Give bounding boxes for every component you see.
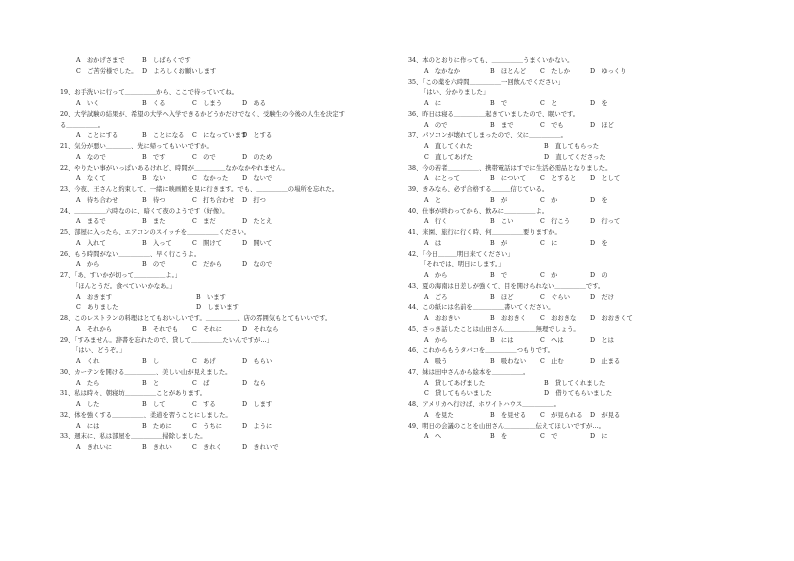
- question-line: 46、これからもうタバコを＿＿＿＿＿つもりです。: [408, 347, 554, 355]
- answer-options: [408, 271, 748, 282]
- question-line: 38、今の若者＿＿＿＿＿、携帯電話はすでに生活必需品となりました。: [408, 164, 612, 172]
- option-b: B まで: [490, 121, 514, 129]
- option-a: A にとって: [424, 175, 460, 183]
- option-a: C ご苦労様でした。: [76, 67, 138, 75]
- option-a: A なかなか: [424, 67, 461, 75]
- option-b: B ほとんど: [490, 67, 527, 75]
- option-a: A それから: [76, 325, 113, 333]
- option-d: D 止まる: [590, 358, 621, 365]
- option-b: B で: [490, 100, 508, 107]
- option-c: C たしか: [540, 67, 571, 75]
- option-b: B が: [490, 196, 508, 204]
- option-a: A 吸う: [424, 358, 448, 365]
- option-a: A いく: [76, 100, 100, 107]
- option-d: D が見る: [590, 411, 621, 419]
- option-d: D とする: [242, 132, 273, 140]
- option-a: A 入れて: [76, 239, 106, 247]
- answer-options: [60, 217, 396, 228]
- question-line: 43、夏の海南は日差しが強くて、目を開けられない＿＿＿＿＿です。: [408, 282, 605, 290]
- question-line: 23、今夜、王さんと約束して、一緒に映画館を見に行きます。でも、＿＿＿＿＿の場所を忘れた。: [60, 186, 339, 193]
- option-b: B です: [142, 153, 166, 161]
- option-a: A きれいに: [76, 444, 113, 451]
- answer-options: [60, 56, 396, 67]
- option-d: D 開いて: [242, 239, 273, 247]
- question-line: 42、「今日＿＿＿明日来てください」: [408, 250, 514, 258]
- answer-options: [60, 443, 396, 454]
- option-d: D たとえ: [242, 218, 273, 226]
- option-b: D 借りてもらいました: [544, 390, 613, 398]
- option-a: A から: [76, 261, 100, 269]
- option-c: C に: [540, 239, 558, 247]
- question-line: 27、「あ、すいかが切って＿＿＿＿＿よ。」: [60, 272, 182, 279]
- option-b: B くる: [142, 100, 166, 107]
- option-d: D きれいで: [242, 444, 279, 451]
- question-line: 37、パソコンが壊れてしまったので、父に＿＿＿＿＿。: [408, 132, 567, 140]
- option-c: C それに: [192, 325, 223, 333]
- answer-options: [60, 239, 396, 250]
- answer-options: [60, 303, 396, 314]
- question-line: 33、週末に、私は部屋を＿＿＿＿＿掃除しました。: [60, 433, 207, 441]
- spacer: [60, 78, 396, 89]
- option-a: A おきます: [76, 293, 113, 301]
- option-a: C ありました: [76, 304, 119, 312]
- option-c: C だから: [192, 261, 223, 269]
- option-c: C とすると: [540, 175, 577, 183]
- option-b: B しばらくです: [142, 57, 191, 64]
- option-b: B について: [490, 175, 526, 183]
- option-b: B ない: [142, 175, 166, 183]
- answer-options: [408, 174, 748, 185]
- option-b: B こい: [490, 218, 514, 226]
- option-a: A は: [424, 239, 442, 247]
- option-a: A に: [424, 100, 442, 107]
- question-line: 35、「この薬を六時間＿＿＿＿＿一回飲んでください」: [408, 78, 564, 86]
- option-d: D を: [590, 239, 608, 247]
- question-line: 44、この紙には名前を＿＿＿＿＿書いてください。: [408, 304, 555, 312]
- option-a: A から: [424, 272, 448, 279]
- option-d: D ある: [242, 100, 266, 107]
- option-b: B し: [142, 358, 160, 365]
- option-b: B きれい: [142, 444, 172, 451]
- option-b: B います: [196, 293, 226, 301]
- option-b: B して: [142, 401, 166, 408]
- option-a: A ことにする: [76, 132, 119, 140]
- question-line: 30、カーテンを開ける＿＿＿＿＿、美しい山が見えました。: [60, 368, 232, 376]
- question-line: 21、気分が悪い＿＿＿＿、先に帰ってもいいですか。: [60, 143, 213, 150]
- question-line: 29、「すみません。辞書を忘れたので、貸して＿＿＿＿＿たいんですが…」: [60, 336, 273, 344]
- option-b: D しまいます: [196, 304, 239, 312]
- option-b: B が: [490, 239, 508, 247]
- right-column: [408, 56, 748, 443]
- option-a: A から: [424, 336, 448, 344]
- option-d: D ように: [242, 422, 273, 430]
- option-c: C でも: [540, 121, 564, 129]
- question-line: 22、やりたい事がいっぱいあるけれど、時間が＿＿＿＿＿なかなかやれません。: [60, 164, 289, 172]
- option-c: C ば: [192, 379, 210, 387]
- option-b: B ほど: [490, 293, 514, 301]
- question-line: 「それでは、明日にします。」: [420, 261, 505, 269]
- question-line: 26、もう時間がない＿＿＿＿＿、早く行こうよ。: [60, 250, 201, 258]
- answer-options: [408, 293, 748, 304]
- option-a: A なくて: [76, 175, 106, 183]
- option-d: D おおきくて: [590, 315, 633, 322]
- option-d: D なら: [242, 379, 266, 387]
- option-c: C あげ: [192, 358, 216, 365]
- option-b: B 直してもらった: [544, 143, 600, 150]
- answer-options: [408, 67, 748, 78]
- question-line: 「ほんとうだ。食べていいかなあ。」: [72, 282, 176, 290]
- option-a: A くれ: [76, 358, 100, 365]
- option-d: D もらい: [242, 358, 273, 365]
- question-line: 40、仕事が終わってから、飲みに＿＿＿＿＿よ。: [408, 207, 549, 215]
- option-d: D ないで: [242, 175, 273, 183]
- option-c: C 打ち合わせ: [192, 196, 235, 204]
- option-b: B ので: [142, 261, 166, 269]
- option-c: C 止む: [540, 358, 564, 365]
- answer-options: [60, 260, 396, 271]
- option-c: C しまう: [192, 100, 223, 107]
- option-b: B を見せる: [490, 411, 527, 419]
- answer-options: [408, 379, 748, 390]
- question-line: 36、昨日は寝る＿＿＿＿＿起きていましたので、眠いです。: [408, 110, 580, 118]
- option-c: C する: [192, 401, 216, 408]
- answer-options: [60, 196, 396, 207]
- option-a: A たら: [76, 379, 100, 387]
- question-line: 28、このレストランの料理はとてもおいしいです。＿＿＿＿＿、店の雰囲気もとてもいいです。: [60, 315, 332, 322]
- answer-options: [60, 153, 396, 164]
- answer-options: [408, 239, 748, 250]
- option-a: A ごろ: [424, 293, 448, 301]
- option-c: C ぐらい: [540, 293, 571, 301]
- answer-options: [408, 389, 748, 400]
- option-c: C 行こう: [540, 218, 571, 226]
- option-b: B おおきく: [490, 315, 527, 322]
- option-a: A なので: [76, 153, 106, 161]
- option-c: C になっています: [192, 132, 248, 140]
- question-line: 41、来園、旅行に行く時、何＿＿＿＿＿要りますか。: [408, 229, 561, 236]
- option-b: B ために: [142, 422, 172, 430]
- answer-options: [408, 142, 748, 153]
- option-c: C へは: [540, 336, 564, 344]
- answer-options: [60, 379, 396, 390]
- answer-options: [408, 153, 748, 164]
- question-line: 「はい、どうぞ。」: [72, 347, 126, 355]
- answer-options: [408, 411, 748, 422]
- answer-options: [60, 422, 396, 433]
- answer-options: [408, 217, 748, 228]
- question-line: 31、私は時々、朝寝坊＿＿＿＿＿ことがあります。: [60, 390, 207, 398]
- option-d: D なので: [242, 261, 273, 269]
- option-b: B それでも: [142, 325, 179, 333]
- option-d: D を: [590, 196, 608, 204]
- option-b: B には: [490, 336, 514, 344]
- answer-options: [60, 174, 396, 185]
- option-d: D とは: [590, 336, 614, 344]
- option-a: A まるで: [76, 218, 106, 226]
- option-b: B と: [142, 379, 160, 387]
- option-c: C で: [540, 433, 558, 441]
- option-d: D に: [590, 433, 608, 441]
- option-a: A と: [424, 196, 442, 204]
- question-line: る＿＿＿＿＿。: [60, 121, 105, 129]
- question-line: 24、＿＿＿＿＿六時なのに、暗くて夜のようです（好像）。: [60, 207, 229, 215]
- option-c: C と: [540, 100, 558, 107]
- option-a: A へ: [424, 433, 442, 441]
- answer-options: [60, 131, 396, 142]
- option-b: B 吸わない: [490, 358, 527, 365]
- answer-options: [60, 99, 396, 110]
- answer-options: [408, 357, 748, 368]
- option-c: C きれく: [192, 444, 223, 451]
- answer-options: [60, 357, 396, 368]
- answer-options: [408, 121, 748, 132]
- answer-options: [408, 432, 748, 443]
- option-c: C 開けて: [192, 239, 223, 247]
- option-c: C うちに: [192, 422, 223, 430]
- question-line: 48、アメリカへ行けば、ホワイトハウス＿＿＿＿＿。: [408, 401, 560, 408]
- option-c: C まだ: [192, 218, 216, 226]
- option-c: C が見られる: [540, 411, 583, 419]
- option-a: C 直してあげた: [424, 153, 473, 161]
- option-b: B 貸してくれました: [544, 379, 606, 387]
- answer-options: [60, 293, 396, 304]
- option-b: D よろしくお願いします: [142, 67, 217, 75]
- option-d: D として: [590, 175, 621, 183]
- answer-options: [408, 196, 748, 207]
- option-a: A 待ち合わせ: [76, 196, 119, 204]
- option-a: A 直してくれた: [424, 143, 473, 150]
- option-a: A ので: [424, 121, 448, 129]
- answer-options: [408, 336, 748, 347]
- option-b: B を: [490, 433, 508, 441]
- option-d: D の: [590, 272, 608, 279]
- option-d: D ほど: [590, 121, 614, 129]
- question-line: 39、きみなら、必ず合格する＿＿＿信じている。: [408, 186, 549, 193]
- option-d: D だけ: [590, 293, 614, 301]
- option-a: A 行く: [424, 218, 448, 226]
- option-d: D それなら: [242, 325, 279, 333]
- option-a: A 貸してあげました: [424, 379, 486, 387]
- question-line: 25、部屋に入ったら、エアコンのスイッチを＿＿＿＿＿ください。: [60, 229, 251, 236]
- option-b: B で: [490, 272, 508, 279]
- option-a: A おおきい: [424, 315, 461, 322]
- option-d: D を: [590, 100, 608, 107]
- option-b: B ことになる: [142, 132, 185, 140]
- option-a: C 貸してもらいました: [424, 390, 492, 398]
- option-d: D ゆっくり: [590, 67, 627, 75]
- option-b: B 待つ: [142, 196, 166, 204]
- question-line: 45、さっき話したことは山田さん＿＿＿＿＿無理でしょう。: [408, 325, 580, 333]
- option-b: D 直してくださった: [544, 153, 606, 161]
- option-d: D します: [242, 401, 273, 408]
- answer-options: [60, 325, 396, 336]
- answer-options: [408, 99, 748, 110]
- option-d: D のため: [242, 153, 273, 161]
- answer-options: [60, 400, 396, 411]
- answer-options: [60, 67, 396, 78]
- question-line: 49、明日の会議のことを山田さん＿＿＿＿＿伝えてほしいですが…。: [408, 422, 605, 430]
- option-d: D 打つ: [242, 196, 266, 204]
- question-line: 32、体を強くする＿＿＿＿＿、柔道を習うことにしました。: [60, 411, 232, 419]
- option-a: A を見た: [424, 411, 454, 419]
- option-c: C か: [540, 196, 558, 204]
- question-line: 34、本のとおりに作っても、＿＿＿＿＿うまくいかない。: [408, 57, 574, 64]
- option-c: C おおきな: [540, 315, 577, 322]
- answer-options: [408, 314, 748, 325]
- option-d: D 行って: [590, 218, 621, 226]
- question-line: 19、お手洗いに行って＿＿＿＿＿から、ここで待っていてね。: [60, 89, 239, 97]
- option-c: C ので: [192, 153, 216, 161]
- left-column: [60, 56, 396, 454]
- option-b: B 入って: [142, 239, 172, 247]
- option-a: A おかげさまで: [76, 57, 125, 64]
- option-a: A した: [76, 401, 100, 408]
- option-c: C なかった: [192, 175, 229, 183]
- option-c: C か: [540, 272, 558, 279]
- question-line: 47、妹は田中さんから絵本を＿＿＿＿＿。: [408, 368, 530, 376]
- question-line: 「はい、分かりました」: [420, 89, 490, 97]
- option-a: A には: [76, 422, 100, 430]
- question-line: 20、大学試験の結果が、希望の大学へ入学できるかどうかだけでなく、受験生の今後の人生を決定す: [60, 110, 345, 118]
- option-b: B また: [142, 218, 166, 226]
